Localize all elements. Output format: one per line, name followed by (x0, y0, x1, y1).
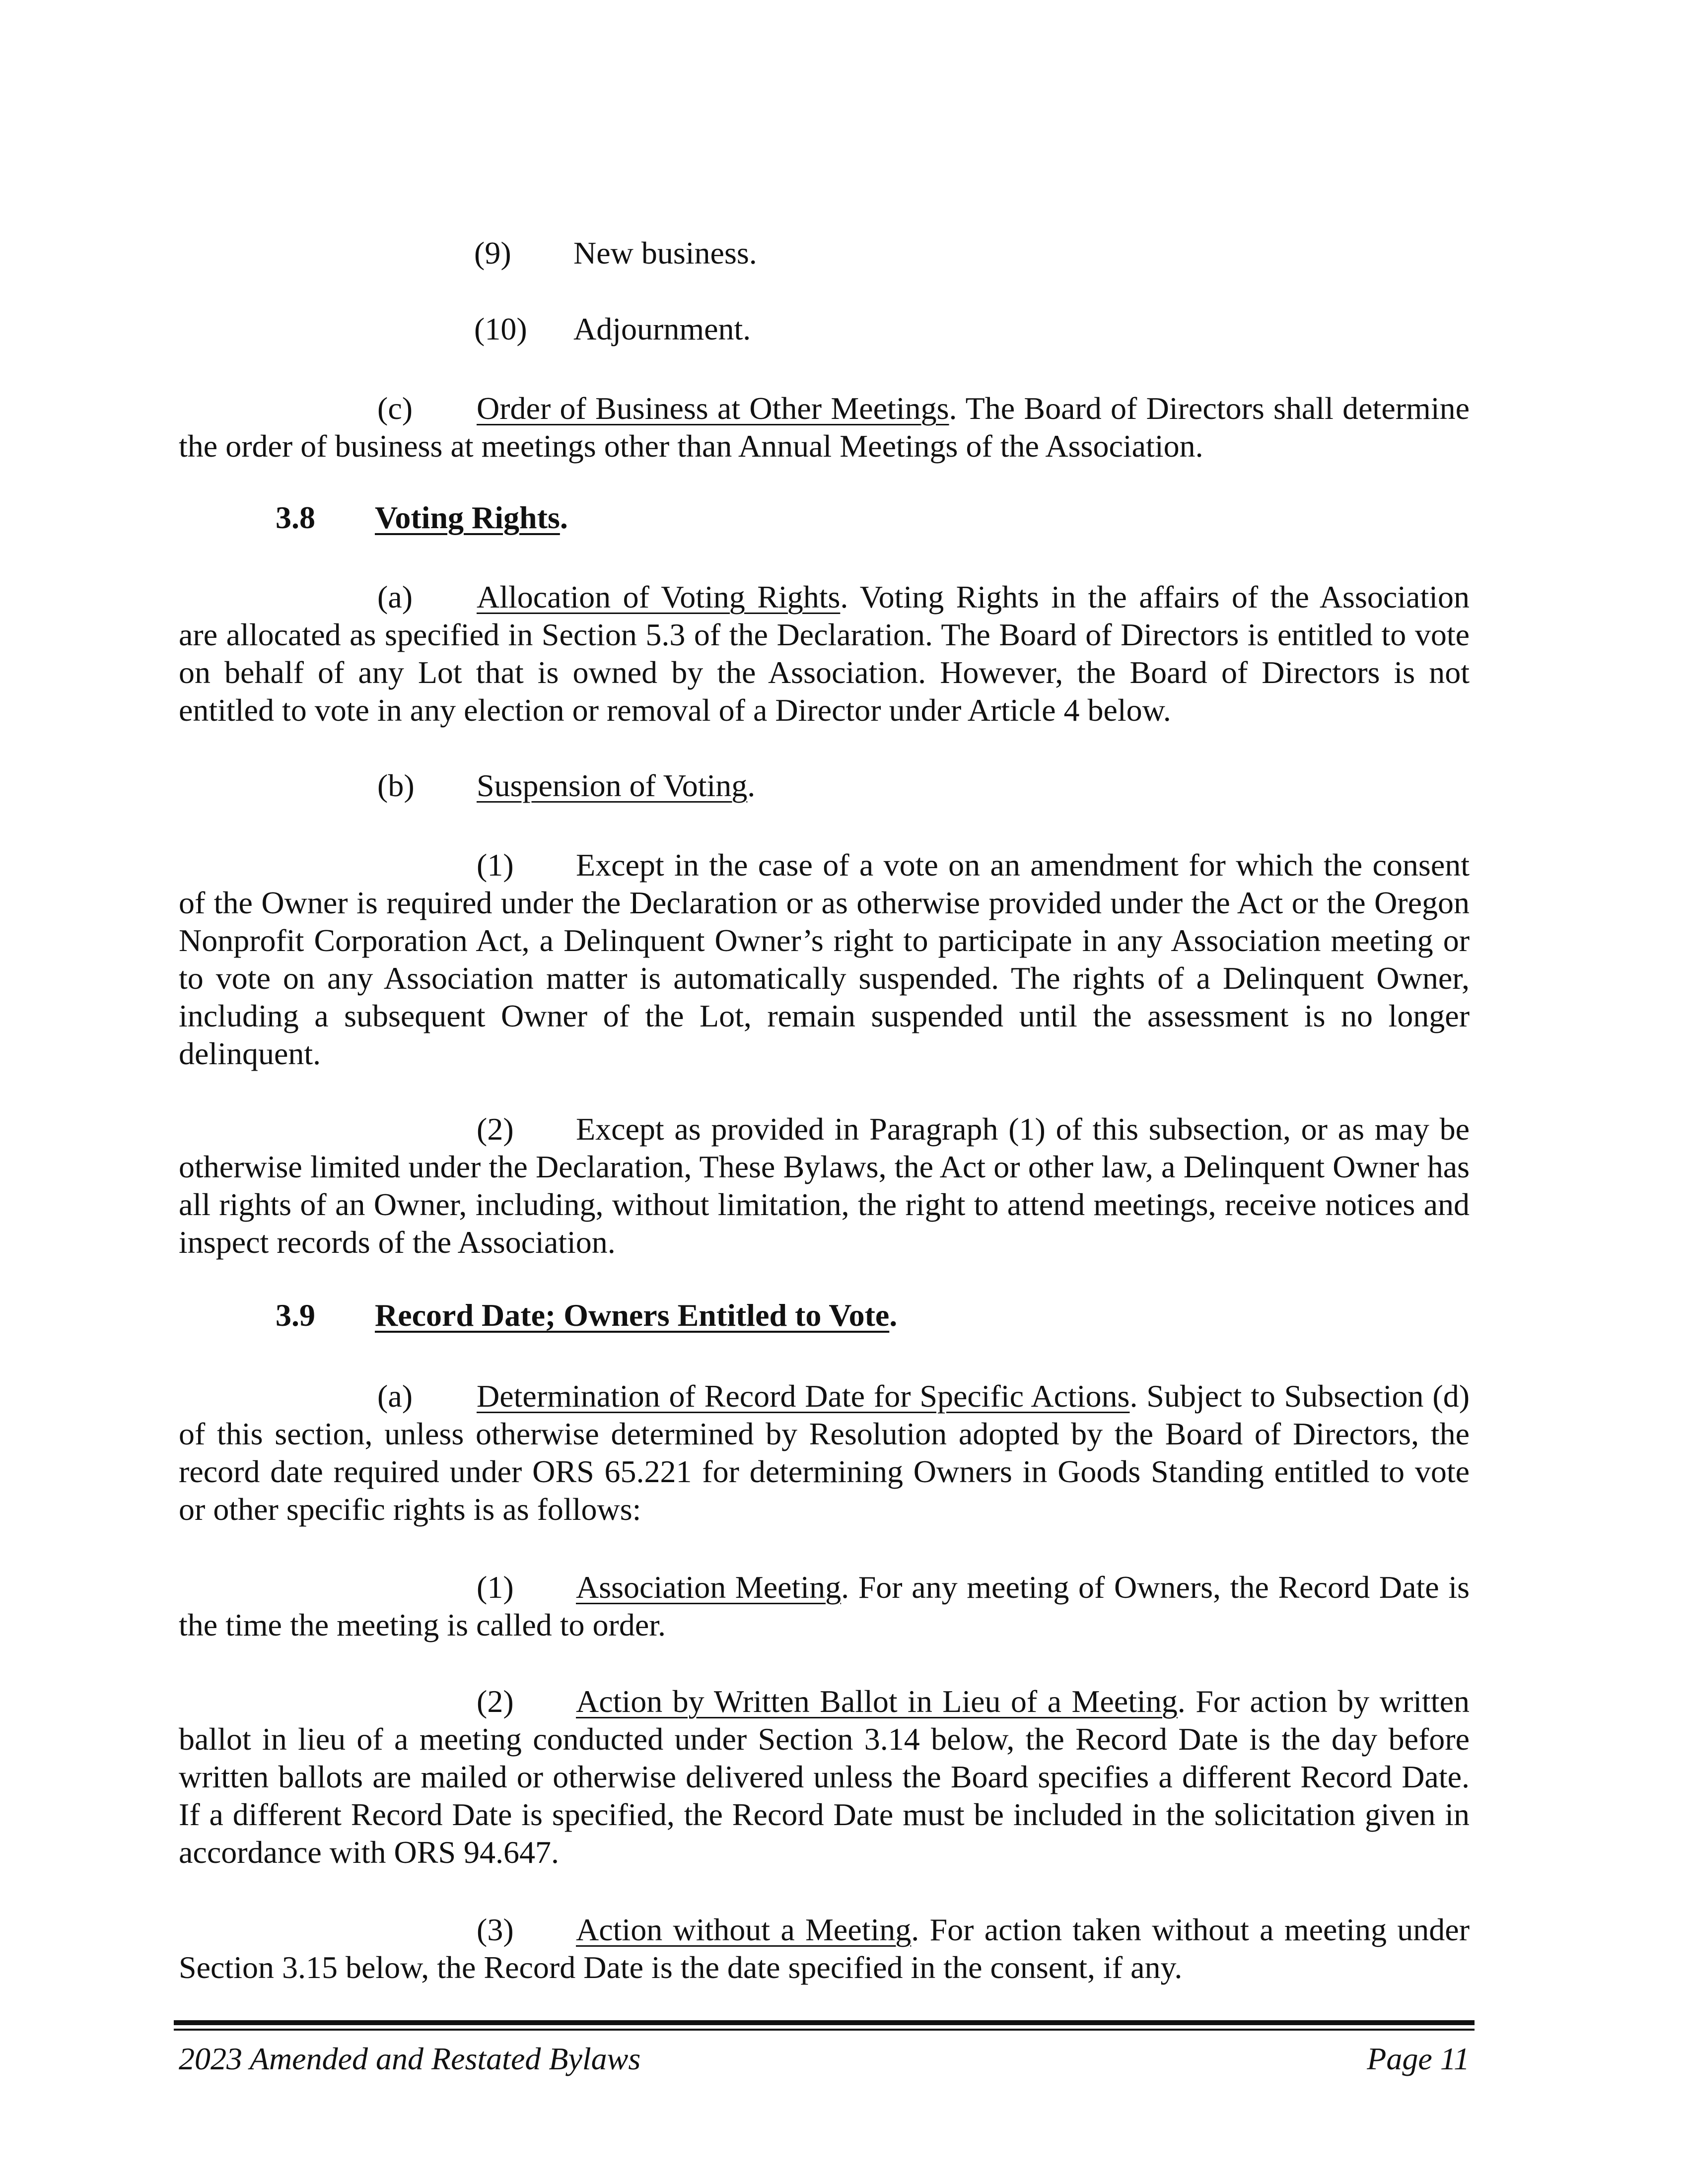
footer-document-title: 2023 Amended and Restated Bylaws (179, 2041, 641, 2076)
para-number: (a) (377, 1378, 413, 1414)
para-text: . For any meeting of Owners, the Record Date is the time the meeting is called to order. (179, 1570, 1470, 1642)
para-text: . Voting Rights in the affairs of the Association are allocated as specified in Section 5.3 of the Declaration. The Board of Directors is entitled to vote on behalf of any Lot that is owned by the Association. However, the Board of Directors is not entitled to vote in any election or removal of a Director under Article 4 below. (179, 579, 1470, 728)
para-number: (b) (377, 768, 415, 803)
paragraph-record-date-determination (179, 1377, 1470, 1528)
item-text: New business. (573, 235, 757, 271)
para-title: Action by Written Ballot in Lieu of a Meeting (576, 1684, 1178, 1719)
section-heading-3-8 (276, 499, 568, 537)
para-number: (2) (477, 1684, 514, 1719)
para-title: Suspension of Voting (477, 768, 748, 803)
subsection-heading (377, 767, 755, 805)
para-title: Action without a Meeting (576, 1912, 912, 1947)
item-text: Adjournment. (573, 311, 751, 346)
section-number: 3.8 (276, 500, 315, 535)
para-title: Association Meeting (576, 1570, 842, 1605)
para-text: Except in the case of a vote on an amendment for which the consent of the Owner is required under the Declaration or as otherwise provided under the Act or the Oregon Nonprofit Corporation Act, a Delinquent Owner’s right to participate in any Association meeting or to vote on any Association matter is automatically suspended. The rights of a Delinquent Owner, including a subsequent Owner of the Lot, remain suspended until the assessment is no longer delinquent. (179, 847, 1470, 1071)
footer-rule-thin (174, 2029, 1475, 2031)
para-number: (1) (477, 1570, 514, 1605)
paragraph-written-ballot (179, 1683, 1470, 1871)
paragraph-suspension-2 (179, 1110, 1470, 1261)
para-number: (2) (477, 1111, 514, 1147)
para-number: (1) (477, 847, 514, 883)
para-title: Order of Business at Other Meetings (477, 391, 949, 426)
para-title: Determination of Record Date for Specific Actions (477, 1378, 1130, 1414)
para-title: Allocation of Voting Rights (477, 579, 841, 614)
para-text: . For action by written ballot in lieu of a meeting conducted under Section 3.14 below, the Record Date is the day before written ballots are mailed or otherwise delivered unless the Board specifies a different Record Date. If a different Record Date is specified, the Record Date must be included in the solicitation given in accordance with ORS 94.647. (179, 1684, 1470, 1870)
section-number: 3.9 (276, 1297, 315, 1333)
item-number: (9) (474, 235, 511, 271)
para-text: Except as provided in Paragraph (1) of this subsection, or as may be otherwise limited under the Declaration, These Bylaws, the Act or other law, a Delinquent Owner has all rights of an Owner, including, without limitation, the right to attend meetings, receive notices and inspect records of the Association. (179, 1111, 1470, 1260)
para-text: . Subject to Subsection (d) of this section, unless otherwise determined by Resolution adopted by the Board of Directors, the record date required under ORS 65.221 for determining Owners in Goods Standing entitled to vote or other specific rights is as follows: (179, 1378, 1470, 1527)
section-title-period: . (889, 1297, 898, 1333)
footer-page-number: Page 11 (1367, 2041, 1470, 2076)
para-number: (c) (377, 391, 413, 426)
paragraph-allocation-of-voting-rights (179, 578, 1470, 729)
footer-rule-thick (174, 2020, 1475, 2025)
para-text-cont: determine the order of business at meetings other than Annual Meetings of the Association. (179, 391, 1470, 464)
paragraph-suspension-1 (179, 846, 1470, 1073)
paragraph-action-without-meeting (179, 1911, 1470, 1986)
section-title: Voting Rights (375, 500, 560, 535)
para-title-period: . (747, 768, 756, 803)
paragraph-order-of-business (179, 390, 1470, 465)
section-title-period: . (560, 500, 568, 535)
item-number: (10) (474, 311, 527, 346)
paragraph-association-meeting (179, 1569, 1470, 1644)
para-text: . The Board of Directors shall (949, 391, 1334, 426)
para-text: . For action taken without a meeting under Section 3.15 below, the Record Date is the date specified in the consent, if any. (179, 1912, 1470, 1985)
para-number: (a) (377, 579, 413, 614)
list-item (474, 234, 757, 272)
list-item (474, 310, 751, 348)
para-number: (3) (477, 1912, 514, 1947)
section-heading-3-9 (276, 1297, 897, 1334)
section-title: Record Date; Owners Entitled to Vote (375, 1297, 890, 1333)
